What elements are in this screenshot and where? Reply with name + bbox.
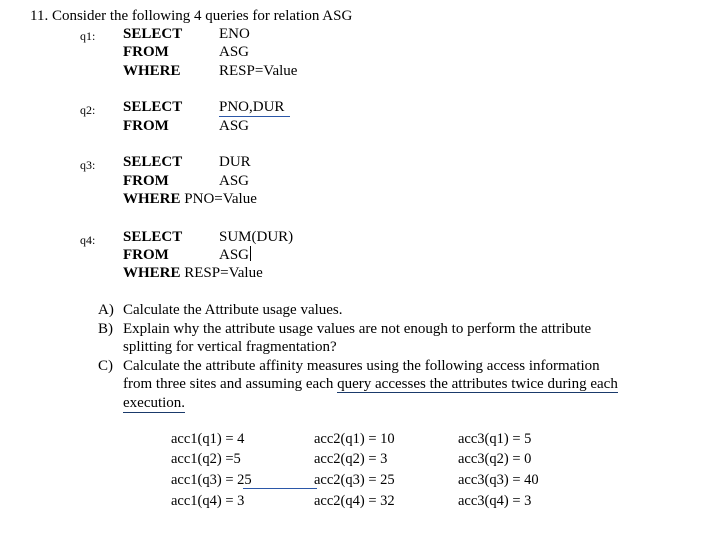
q3-where-value: PNO=Value	[184, 191, 257, 207]
q4-where-line	[123, 264, 263, 282]
q2-from-value: ASG	[219, 118, 250, 134]
query-label-q4: q4:	[80, 233, 96, 247]
q3-select-value: DUR	[219, 154, 251, 170]
q4-where-keyword: WHERE	[123, 265, 181, 281]
q3-from-keyword: FROM	[123, 173, 169, 189]
acc-site1-q2: acc1(q2) =5	[171, 451, 241, 467]
acc-site3-q1: acc3(q1) = 5	[458, 431, 532, 447]
q3-where-line	[123, 190, 257, 208]
acc-site1-q4: acc1(q4) = 3	[171, 493, 245, 509]
task-c-line2-start: from three sites and assuming each	[123, 376, 338, 392]
query-label-q1: q1:	[80, 29, 96, 43]
question-heading: 11. Consider the following 4 queries for relation ASG	[30, 8, 353, 24]
acc-site2-q3: acc2(q3) = 25	[314, 472, 395, 488]
acc-site3-q3: acc3(q3) = 40	[458, 472, 539, 488]
task-b-line1: Explain why the attribute usage values are not enough to perform the attribute	[123, 321, 592, 337]
q4-where-value: RESP=Value	[184, 265, 263, 281]
q3-where-keyword: WHERE	[123, 191, 181, 207]
q1-from-keyword: FROM	[123, 44, 169, 60]
task-b-marker: B)	[98, 321, 113, 337]
task-c-line1: Calculate the attribute affinity measures using the following access information	[123, 358, 600, 374]
acc-q3-underline	[243, 488, 317, 489]
q4-from-value: ASG	[219, 247, 250, 263]
task-b-line2: splitting for vertical fragmentation?	[123, 339, 337, 355]
task-a-marker: A)	[98, 302, 114, 318]
acc-site2-q2: acc2(q2) = 3	[314, 451, 388, 467]
q1-select-keyword: SELECT	[123, 26, 183, 42]
acc-site2-q4: acc2(q4) = 32	[314, 493, 395, 509]
q1-from-value: ASG	[219, 44, 250, 60]
q4-select-keyword: SELECT	[123, 229, 183, 245]
task-c-line2-underlined: query accesses the attributes twice during each	[337, 376, 618, 392]
task-c-marker: C)	[98, 358, 113, 374]
q4-select-value: SUM(DUR)	[219, 229, 294, 245]
text-cursor	[250, 246, 251, 261]
q1-select-value: ENO	[219, 26, 250, 42]
acc-site1-q1: acc1(q1) = 4	[171, 431, 245, 447]
acc-site3-q4: acc3(q4) = 3	[458, 493, 532, 509]
query-label-q2: q2:	[80, 103, 96, 117]
acc-site3-q2: acc3(q2) = 0	[458, 451, 532, 467]
task-c-line3: execution.	[123, 395, 186, 411]
q3-from-value: ASG	[219, 173, 250, 189]
q1-where-value: RESP=Value	[219, 63, 298, 79]
acc-site1-q3: acc1(q3) = 25	[171, 472, 252, 488]
query-label-q3: q3:	[80, 158, 96, 172]
q2-select-keyword: SELECT	[123, 99, 183, 115]
q3-select-keyword: SELECT	[123, 154, 183, 170]
task-a-text: Calculate the Attribute usage values.	[123, 302, 343, 318]
acc-site2-q1: acc2(q1) = 10	[314, 431, 395, 447]
q4-from-keyword: FROM	[123, 247, 169, 263]
task-c-line2	[123, 375, 618, 393]
q1-where-keyword: WHERE	[123, 63, 181, 79]
q4-from-value-line[interactable]	[219, 246, 251, 264]
q2-from-keyword: FROM	[123, 118, 169, 134]
q2-select-value: PNO,DUR	[219, 98, 290, 117]
